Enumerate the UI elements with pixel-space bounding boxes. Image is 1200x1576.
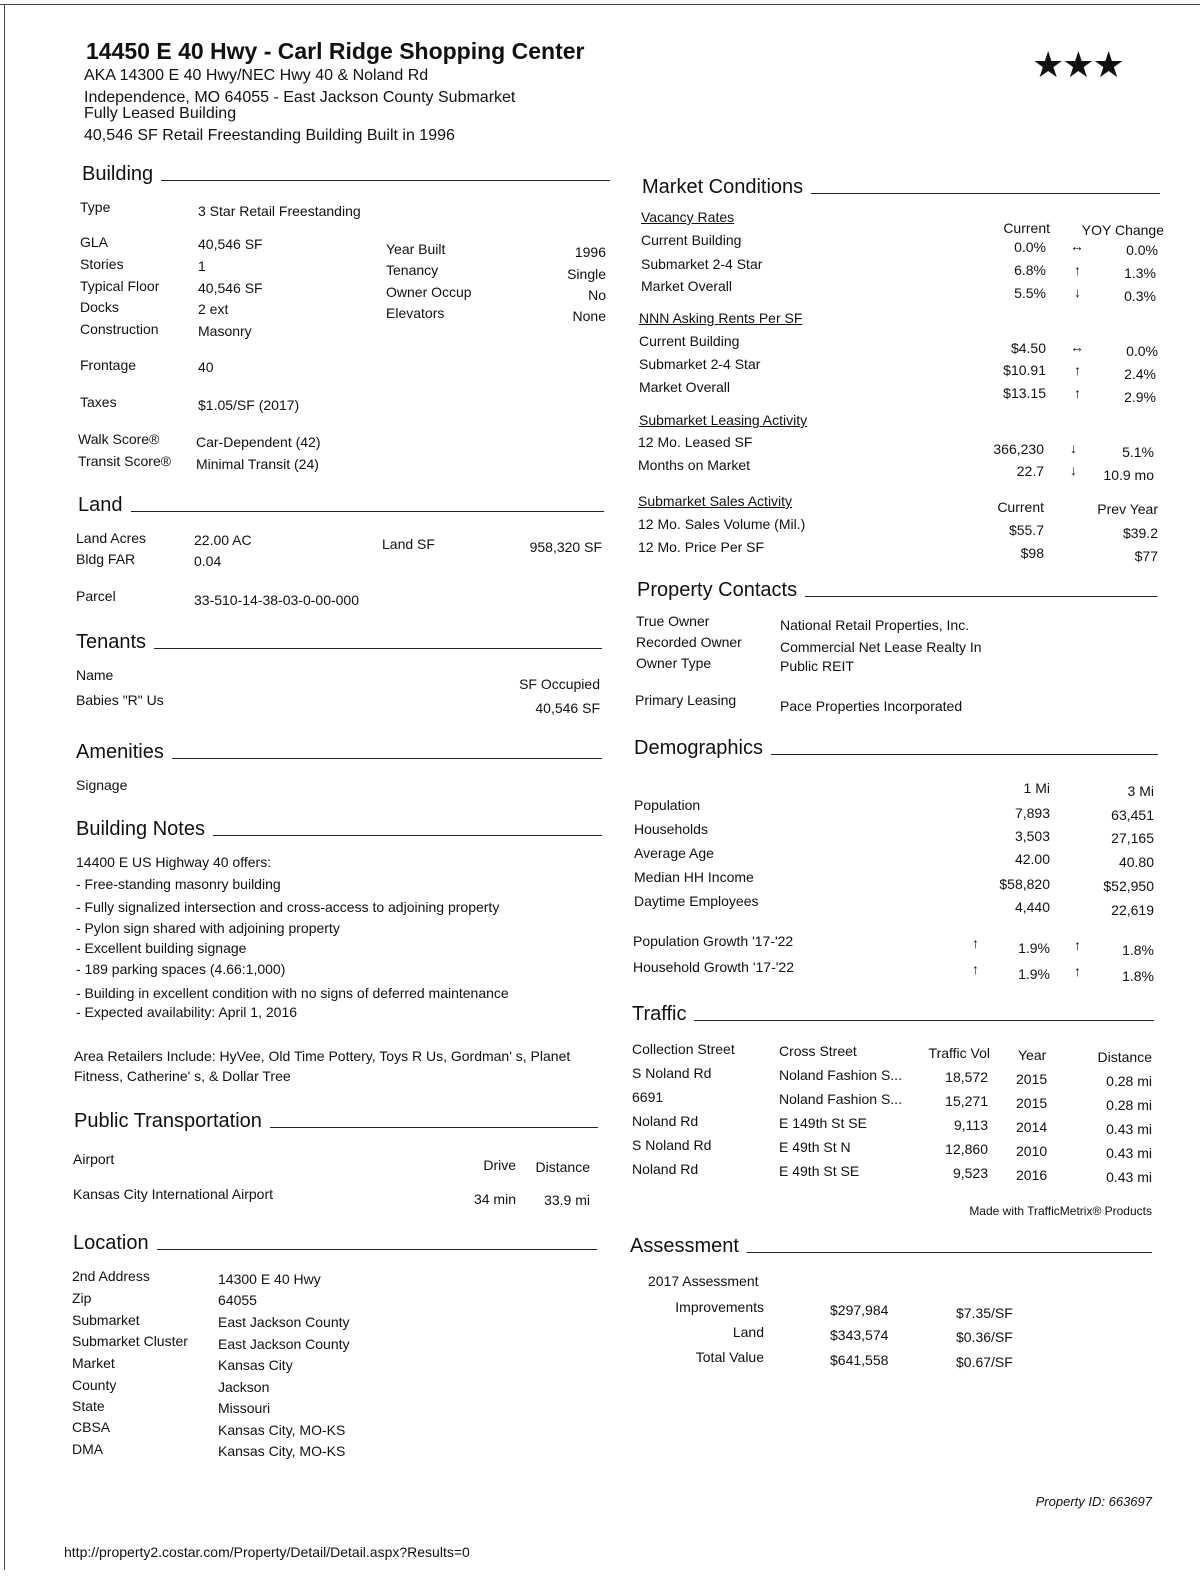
distance-header: Distance — [535, 1159, 590, 1175]
down-arrow-icon: ↓ — [1070, 440, 1077, 456]
notes-line: - Pylon sign shared with adjoining property — [76, 920, 340, 936]
sales-label: 12 Mo. Sales Volume (Mil.) — [638, 516, 806, 532]
growth-3mi-value: 1.8% — [1122, 942, 1154, 958]
year-built-value: 1996 — [574, 244, 606, 260]
tenant-sf: 40,546 SF — [535, 700, 600, 716]
vacancy-label: Market Overall — [641, 278, 733, 294]
contact-value: Commercial Net Lease Realty In — [780, 639, 982, 655]
sales-prev: $39.2 — [1122, 525, 1158, 541]
growth-label: Household Growth '17-'22 — [633, 959, 794, 975]
location-value: Missouri — [218, 1400, 271, 1416]
traffic-cell: 0.28 mi — [1106, 1097, 1152, 1113]
land-acres-value: 22.00 AC — [194, 532, 252, 548]
leasing-value: 22.7 — [1016, 463, 1044, 479]
location-value: Kansas City, MO-KS — [218, 1443, 346, 1459]
location-label: Submarket — [72, 1312, 140, 1328]
vacancy-change: 0.3% — [1124, 288, 1156, 304]
property-title: 14450 E 40 Hwy - Carl Ridge Shopping Center — [86, 38, 585, 64]
tenant-sf-header: SF Occupied — [519, 676, 600, 692]
traffic-cell: 0.43 mi — [1106, 1121, 1152, 1137]
scan-border-left — [4, 4, 5, 1570]
elevators-label: Elevators — [386, 305, 445, 321]
up-arrow-icon: ↑ — [972, 961, 979, 977]
notes-line: - Expected availability: April 1, 2016 — [76, 1004, 298, 1020]
parcel-label: Parcel — [76, 588, 116, 604]
typical-floor-label: Typical Floor — [80, 278, 160, 294]
rent-change: 2.9% — [1124, 389, 1156, 405]
yoy-change-header: YOY Change — [1081, 222, 1164, 238]
location-label: County — [72, 1377, 117, 1393]
assessment-value: $343,574 — [830, 1327, 889, 1343]
sales-label: 12 Mo. Price Per SF — [638, 539, 765, 555]
area-retailers-line: Area Retailers Include: HyVee, Old Time Pottery, Toys R Us, Gordman' s, Planet — [74, 1048, 571, 1064]
public-transport-section-heading: Public Transportation — [74, 1110, 598, 1133]
bldg-far-label: Bldg FAR — [76, 551, 136, 567]
land-section-heading: Land — [78, 494, 604, 517]
location-label: CBSA — [72, 1419, 111, 1435]
source-url: http://property2.costar.com/Property/Detail/Detail.aspx?Results=0 — [64, 1544, 470, 1560]
asking-rents-heading: NNN Asking Rents Per SF — [639, 310, 803, 326]
contact-label: Owner Type — [636, 655, 712, 671]
taxes-value: $1.05/SF (2017) — [198, 397, 300, 413]
owner-occup-value: No — [588, 287, 606, 303]
amenities-section-heading: Amenities — [76, 741, 602, 764]
leasing-value: 366,230 — [993, 441, 1044, 457]
trafficmetrix-credit: Made with TrafficMetrix® Products — [969, 1204, 1152, 1218]
notes-line: - Fully signalized intersection and cross-access to adjoining property — [76, 899, 500, 915]
airport-distance: 33.9 mi — [544, 1192, 590, 1208]
up-arrow-icon: ↑ — [1074, 937, 1081, 953]
sales-prev: $77 — [1134, 548, 1158, 564]
docks-value: 2 ext — [198, 301, 229, 317]
tenant-name: Babies "R" Us — [76, 692, 164, 708]
transit-score-label: Transit Score® — [78, 453, 172, 469]
demographics-1mi-value: $58,820 — [999, 876, 1050, 892]
property-status: Fully Leased Building — [84, 105, 237, 122]
demographics-1mi-header: 1 Mi — [1023, 780, 1050, 796]
sales-value: $55.7 — [1008, 522, 1044, 538]
vacancy-label: Submarket 2-4 Star — [641, 256, 763, 272]
demographics-label: Median HH Income — [634, 869, 754, 885]
traffic-cell: 2015 — [1016, 1095, 1048, 1111]
land-sf-label: Land SF — [382, 536, 435, 552]
location-label: State — [72, 1398, 105, 1414]
assessment-per-sf: $0.36/SF — [956, 1329, 1013, 1345]
demographics-1mi-value: 7,893 — [1014, 805, 1050, 821]
gla-value: 40,546 SF — [198, 236, 263, 252]
leasing-label: 12 Mo. Leased SF — [638, 434, 753, 450]
traffic-cell: 9,523 — [952, 1165, 988, 1181]
rent-value: $4.50 — [1010, 340, 1046, 356]
assessment-label: Land — [732, 1324, 764, 1340]
demographics-label: Population — [634, 797, 701, 813]
traffic-cell: 18,572 — [945, 1069, 988, 1085]
traffic-cell: Noland Rd — [632, 1161, 699, 1177]
assessment-label: Improvements — [675, 1299, 764, 1315]
rent-change: 0.0% — [1126, 343, 1158, 359]
contact-label: Recorded Owner — [636, 634, 742, 650]
airport-header: Airport — [73, 1151, 115, 1167]
traffic-cell: E 49th St SE — [779, 1163, 860, 1179]
property-id: Property ID: 663697 — [1035, 1494, 1152, 1509]
demographics-label: Households — [634, 821, 708, 837]
traffic-header: Collection Street — [632, 1041, 735, 1057]
rent-label: Submarket 2-4 Star — [639, 356, 761, 372]
demographics-3mi-header: 3 Mi — [1127, 783, 1154, 799]
leasing-activity-heading: Submarket Leasing Activity — [639, 412, 808, 428]
traffic-cell: 2015 — [1016, 1071, 1048, 1087]
type-value: 3 Star Retail Freestanding — [198, 203, 361, 219]
down-arrow-icon: ↓ — [1070, 462, 1077, 478]
demographics-section-heading: Demographics — [634, 737, 1158, 760]
demographics-1mi-value: 4,440 — [1014, 899, 1050, 915]
vacancy-value: 6.8% — [1014, 262, 1046, 278]
growth-1mi-value: 1.9% — [1018, 966, 1050, 982]
notes-line: - Free-standing masonry building — [76, 876, 281, 892]
contact-label: Primary Leasing — [635, 692, 737, 708]
contact-value: Public REIT — [780, 658, 854, 674]
amenity-item: Signage — [76, 777, 128, 793]
building-section-heading: Building — [82, 163, 610, 186]
demographics-3mi-value: 40.80 — [1118, 854, 1154, 870]
type-label: Type — [80, 199, 111, 215]
growth-label: Population Growth '17-'22 — [633, 933, 794, 949]
prev-year-header: Prev Year — [1097, 501, 1158, 517]
leasing-label: Months on Market — [638, 457, 751, 473]
down-arrow-icon: ↓ — [1074, 284, 1081, 300]
market-conditions-section-heading: Market Conditions — [642, 176, 1160, 199]
sales-current-header: Current — [997, 499, 1044, 515]
current-header: Current — [1003, 220, 1050, 236]
leasing-change: 10.9 mo — [1103, 467, 1154, 483]
assessment-year: 2017 Assessment — [648, 1273, 759, 1289]
traffic-cell: 2014 — [1016, 1119, 1048, 1135]
owner-occup-label: Owner Occup — [386, 284, 472, 300]
assessment-value: $297,984 — [830, 1302, 889, 1318]
construction-value: Masonry — [198, 323, 252, 339]
leasing-change: 5.1% — [1122, 444, 1154, 460]
property-summary: 40,546 SF Retail Freestanding Building Built in 1996 — [84, 127, 455, 144]
location-value: 64055 — [218, 1292, 257, 1308]
contact-value: National Retail Properties, Inc. — [780, 617, 970, 633]
traffic-cell: Noland Fashion S... — [779, 1067, 902, 1083]
growth-3mi-value: 1.8% — [1122, 968, 1154, 984]
vacancy-label: Current Building — [641, 232, 742, 248]
tenant-name-header: Name — [76, 667, 114, 683]
assessment-section-heading: Assessment — [630, 1235, 1152, 1258]
location-value: Kansas City — [218, 1357, 293, 1373]
traffic-cell: 9,113 — [954, 1117, 988, 1133]
rent-label: Market Overall — [639, 379, 731, 395]
traffic-cell: 0.28 mi — [1106, 1073, 1152, 1089]
location-value: East Jackson County — [218, 1314, 350, 1330]
demographics-3mi-value: 63,451 — [1111, 807, 1154, 823]
assessment-value: $641,558 — [830, 1352, 889, 1368]
contact-label: True Owner — [636, 613, 710, 629]
location-section-heading: Location — [73, 1232, 597, 1255]
traffic-cell: Noland Fashion S... — [779, 1091, 902, 1107]
sales-value: $98 — [1020, 545, 1044, 561]
location-label: 2nd Address — [72, 1268, 150, 1284]
rent-value: $13.15 — [1003, 385, 1046, 401]
location-value: Jackson — [218, 1379, 270, 1395]
traffic-cell: 15,271 — [945, 1093, 988, 1109]
traffic-header: Traffic Vol — [928, 1045, 990, 1061]
flat-arrow-icon: ↔ — [1070, 238, 1084, 254]
gla-label: GLA — [80, 234, 109, 250]
tenancy-value: Single — [567, 266, 606, 282]
drive-header: Drive — [483, 1157, 516, 1173]
sales-activity-heading: Submarket Sales Activity — [638, 493, 793, 509]
transit-score-value: Minimal Transit (24) — [196, 456, 319, 472]
demographics-1mi-value: 3,503 — [1014, 828, 1050, 844]
notes-line: 14400 E US Highway 40 offers: — [76, 854, 272, 870]
traffic-cell: Noland Rd — [632, 1113, 699, 1129]
demographics-label: Daytime Employees — [634, 893, 759, 909]
property-aka: AKA 14300 E 40 Hwy/NEC Hwy 40 & Noland Rd — [84, 67, 429, 84]
walk-score-label: Walk Score® — [78, 431, 160, 447]
location-label: Submarket Cluster — [72, 1333, 188, 1349]
airport-drive: 34 min — [473, 1191, 516, 1207]
traffic-header: Cross Street — [779, 1043, 857, 1059]
traffic-cell: S Noland Rd — [632, 1137, 712, 1153]
property-location: Independence, MO 64055 - East Jackson County Submarket — [84, 89, 516, 106]
up-arrow-icon: ↑ — [1074, 362, 1081, 378]
property-contacts-section-heading: Property Contacts — [637, 579, 1157, 602]
taxes-label: Taxes — [80, 394, 117, 410]
traffic-section-heading: Traffic — [632, 1003, 1154, 1026]
traffic-cell: 6691 — [632, 1089, 664, 1105]
traffic-cell: S Noland Rd — [632, 1065, 712, 1081]
vacancy-change: 0.0% — [1126, 242, 1158, 258]
up-arrow-icon: ↑ — [1074, 262, 1081, 278]
demographics-3mi-value: 27,165 — [1111, 830, 1154, 846]
traffic-header: Distance — [1097, 1049, 1152, 1065]
location-value: East Jackson County — [218, 1336, 350, 1352]
rent-label: Current Building — [639, 333, 740, 349]
building-notes-section-heading: Building Notes — [76, 818, 602, 841]
traffic-cell: 12,860 — [945, 1141, 988, 1157]
location-value: Kansas City, MO-KS — [218, 1422, 346, 1438]
vacancy-value: 5.5% — [1014, 285, 1046, 301]
star-rating-icon: ★★★ — [1032, 44, 1123, 85]
traffic-header: Year — [1018, 1047, 1047, 1063]
up-arrow-icon: ↑ — [972, 935, 979, 951]
elevators-value: None — [572, 308, 606, 324]
traffic-cell: 2016 — [1016, 1167, 1048, 1183]
construction-label: Construction — [80, 321, 159, 337]
traffic-cell: 2010 — [1016, 1143, 1048, 1159]
scan-border-top — [0, 4, 1200, 5]
traffic-cell: E 149th St SE — [779, 1115, 867, 1131]
traffic-cell: E 49th St N — [779, 1139, 851, 1155]
traffic-cell: 0.43 mi — [1106, 1145, 1152, 1161]
vacancy-change: 1.3% — [1124, 265, 1156, 281]
contact-value: Pace Properties Incorporated — [780, 698, 963, 714]
stories-label: Stories — [80, 256, 124, 272]
parcel-value: 33-510-14-38-03-0-00-000 — [194, 592, 359, 608]
location-value: 14300 E 40 Hwy — [218, 1271, 321, 1287]
up-arrow-icon: ↑ — [1074, 963, 1081, 979]
up-arrow-icon: ↑ — [1074, 385, 1081, 401]
typical-floor-value: 40,546 SF — [198, 280, 263, 296]
rent-change: 2.4% — [1124, 366, 1156, 382]
traffic-cell: 0.43 mi — [1106, 1169, 1152, 1185]
airport-name: Kansas City International Airport — [73, 1186, 273, 1202]
tenants-section-heading: Tenants — [76, 631, 602, 654]
flat-arrow-icon: ↔ — [1070, 339, 1084, 355]
stories-value: 1 — [198, 258, 206, 274]
vacancy-rates-heading: Vacancy Rates — [641, 209, 735, 225]
growth-1mi-value: 1.9% — [1018, 940, 1050, 956]
frontage-value: 40 — [198, 359, 214, 375]
notes-line: - Excellent building signage — [76, 940, 247, 956]
location-label: Zip — [72, 1290, 92, 1306]
location-label: DMA — [72, 1441, 104, 1457]
assessment-per-sf: $0.67/SF — [956, 1354, 1013, 1370]
vacancy-value: 0.0% — [1014, 239, 1046, 255]
walk-score-value: Car-Dependent (42) — [196, 434, 321, 450]
tenancy-label: Tenancy — [386, 262, 439, 278]
notes-line: - Building in excellent condition with no signs of deferred maintenance — [76, 985, 509, 1001]
assessment-per-sf: $7.35/SF — [956, 1305, 1013, 1321]
frontage-label: Frontage — [80, 357, 137, 373]
demographics-3mi-value: 22,619 — [1111, 902, 1154, 918]
location-label: Market — [72, 1355, 115, 1371]
area-retailers-line: Fitness, Catherine' s, & Dollar Tree — [74, 1068, 291, 1084]
rent-value: $10.91 — [1003, 362, 1046, 378]
demographics-1mi-value: 42.00 — [1014, 851, 1050, 867]
land-acres-label: Land Acres — [76, 530, 147, 546]
demographics-label: Average Age — [634, 845, 714, 861]
bldg-far-value: 0.04 — [194, 553, 222, 569]
year-built-label: Year Built — [386, 241, 446, 257]
assessment-label: Total Value — [695, 1349, 764, 1365]
docks-label: Docks — [80, 299, 119, 315]
notes-line: - 189 parking spaces (4.66:1,000) — [76, 961, 286, 977]
land-sf-value: 958,320 SF — [529, 539, 602, 555]
demographics-3mi-value: $52,950 — [1103, 878, 1154, 894]
